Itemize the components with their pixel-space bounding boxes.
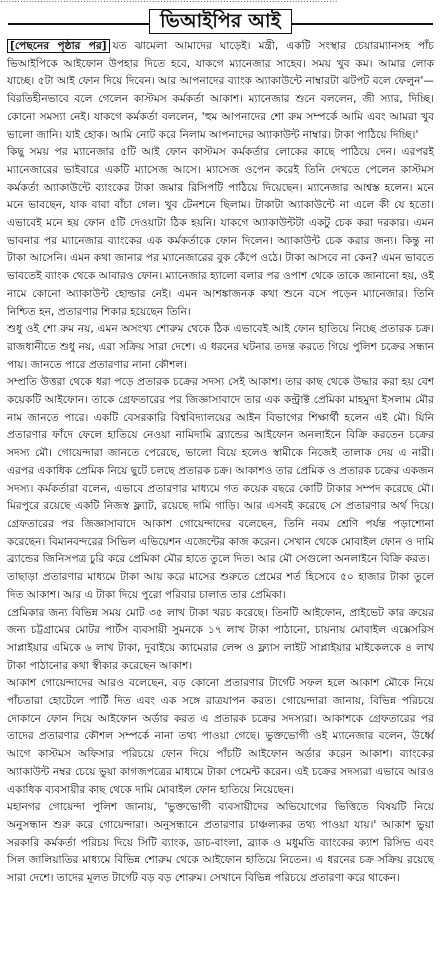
article-paragraph: সম্প্রতি উত্তরা থেকে ধরা পড়ে প্রতারক চক্রের সদস্য সেই আকাশ। তার কাছ থেকে উদ্ধার করা হয় বেশ কয়েকটি আইফোন। তাকে গ্রেফতারের পর জিজ্ঞাসাবাদে তার এক কন্ট্রাক্ট প্রেমিকা মাহমুদা ইসলাম মৌর নাম জানতে পারে। একটি বেসরকারি বিশ্ববিদ্যালয়ের আইন বিভাগের শিক্ষার্থী হলেন এই মৌ। যিনি প্রতারণার ফাঁদে ফেলে হাতিয়ে নেওয়া নামিদামি ব্র্যান্ডের আইফোন অনলাইনে বিক্রি করতেন চক্রের সদস্য মৌ। গোয়েন্দারা জানতে পেরেছে, ভালো বিয়ে হলেও স্বামীকে নিজেই তালাক দেয় এ নারী। এরপর একাধিক প্রেমিক নিয়ে ছুটে চলছে প্রতারক চক্র। আকাশও তার প্রেমিক ও প্রতারক চক্রের একজন সদস্য। কর্মকর্তারা বলেন, এভাবে প্রতারণার মাধ্যমে গত কয়েক বছরে কোটি টাকার সম্পদ করেছে মৌ। মিরপুরে রয়েছে একটি নিজস্ব ফ্ল্যাট, রয়েছে দামি গাড়ি। আর এসবই করেছে সে প্রতারণার অর্থ দিয়ে। গ্রেফতারের পর জিজ্ঞাসাবাদে আকাশ গোয়েন্দাদের বলেছেন, তিনি নবম শ্রেণি পর্যন্ত পড়াশোনা করেছেন। বিমানবন্দরের সিভিল এভিয়েশন এজেন্টের কাজ করেন। সেখান থেকে মোবাইল ফোন ও দামি ব্র্যান্ডের জিনিসপত্র চুরি করে প্রেমিকা মৌর হাতে তুলে দিত। আর মৌ সেগুলো অনলাইনে বিক্রি করত। (7, 376, 434, 566)
headline-container (8, 9, 433, 34)
article-paragraph: মহানগর গোয়েন্দা পুলিশ জানায়, 'ভুক্তভোগী ব্যবসায়ীদের অভিযোগের ভিত্তিতে বিষয়টি নিয়ে অনুসন্ধান শুরু করে গোয়েন্দারা। অনুসন্ধানে প্রতারণার চাঞ্চল্যকর তথ্য পাওয়া যায়।' আকাশ ভুয়া সরকারি কর্মকর্তা পরিচয় দিয়ে সিটি ব্যাংক, ডাচ-বাংলা, ব্র্যাক ও মধুমতি ব্যাংকের ক্যাশ রিসিভ এবং সিল জালিয়াতির মাধ্যমে বিভিন্ন শোরুম থেকে আইফোন হাতিয়ে নিতেন। এ ধরনের চক্র সক্রিয় রয়েছে সারা দেশে। তাদের মূলত টার্গেট বড় বড় শোরুম। সেখানে বিভিন্ন পরিচয়ে প্রতারণা করে থাকেন। (7, 801, 434, 885)
article-headline: ভিআইপির আই (149, 9, 292, 34)
article-paragraph: শুধু ওই শো রুম নয়, এমন অসংখ্য শোরুম থেকে ঠিক এভাবেই আই ফোন হাতিয়ে নিচ্ছে প্রতারক চক্র। রাজধানীতে শুধু নয়, এরা সক্রিয় সারা দেশে। এ ধরনের ঘটনার তদন্ত করতে গিয়ে পুলিশ চক্রের সন্ধান পায়। জানতে পারে প্রতারণার নানা কৌশল। (7, 323, 434, 371)
article-paragraph-text: যত ঝামেলা আমাদের ঘাড়েই। মন্ত্রী, একটি সংস্থার চেয়ারম্যানসহ পাঁচ ভিআইপিকে আইফোন উপহার দিতে হবে, যাকগে ম্যানেজার সাহেব। সময় খুব কম। আমার লোক যাচ্ছে। ৫টা আই ফোন দিয়ে দিবেন। আর আপনাদের ব্যাংক অ্যাকাউন্টে নাম্বারটা ঝটপট বলে ফেলুন'—বিরতিহীনভাবে বলে গেলেন কাস্টমস কর্মকর্তা আকাশ। ম্যানেজার শুনে বললেন, জী স্যার, দিচ্ছি। কোনো সমস্যা নেই। যাকগে কর্মকর্তা বললেন, 'হুম আপনাদের শো রুম সম্পর্কে আমি এবং আমরা খুব ভালো জানি। যাই হোক। আমি নোট করে নিলাম আপনাদের অ্যাকাউন্ট নাম্বার। টাকা পাঠিয়ে দিচ্ছি।' (7, 40, 435, 141)
article-paragraph: তাছাড়া প্রতারণার মাধ্যমে টাকা আয় করে মাসের শুরুতে প্রেমের শর্ত হিসেবে ৫০ হাজার টাকা তুলে দিত আকাশ। আর এ টাকা দিয়ে পুরো পরিবার চালাত তার প্রেমিকা। (7, 571, 434, 601)
previous-page-edge-text (0, 0, 441, 4)
article-paragraph: প্রেমিকার জন্য বিভিন্ন সময় মোট ৩৫ লাখ টাকা খরচ করেছে। তিনটি আইফোন, প্রাইভেট কার ক্রয়ের জন্য চট্টগ্রামের মোটর পার্টস ব্যবসায়ী সুমনকে ১৭ লাখ টাকা পাঠানো, চায়নায় মোবাইল এক্সেসরিস সাপ্লাইয়ার এমিকে ৬ লাখ টাকা, দুবাইয়ে ক্যামেরার লেন্স ও ফ্ল্যাস লাইট সাপ্লাইয়ার মাইকেলকে ৪ লাখ টাকা পাঠানোর কথা স্বীকার করেছেন আকাশ। (7, 606, 434, 672)
article-paragraph: কিছু সময় পর ম্যানেজার ৫টি আই ফোন কাস্টমস কর্মকর্তার লোকের কাছে পাঠিয়ে দেন। এরপরই ম্যানেজারের ভাইবারে একটি ম্যাসেজ আসে। ম্যাসেজ ওপেন করেই তিনি দেখতে পেলেন কাস্টমস কর্মকর্তা অ্যাকাউন্টে ব্যাংকের টাকা জমার রিসিপটি পাঠিয়ে দিয়েছেন। ম্যানেজার আশ্বস্ত হলেন। মনে মনে ভাবছেন, যাক বাবা বাঁচা গেল। খুব টেনশনে ছিলাম। টাকাটা অ্যাকাউন্টে না এলে কী যে হতো। এভাবেই মনে হয় ফোন ৫টি দেওয়াটা ঠিক হয়নি। যাকগে অ্যাকাউন্টটা একটু চেক করা দরকার। এমন ভাবনার পর ম্যানেজার ব্যাংকের এক কর্মকর্তাকে ফোন দিলেন। অ্যাকাউন্ট চেক করার জন্য। কিন্তু না টাকা আসেনি। এমন কথা জানার পর ম্যানেজারের বুক কেঁপে ওঠে। টাকা আসবে না কেন? এমন ভাবতে ভাবতেই ব্যাংক থেকে আবারও ফোন। ম্যানেজার হ্যালো বলার পর ওপাশ থেকে তাকে জানানো হয়, ওই নামে কোনো অ্যাকাউন্ট হোল্ডার নেই। এমন আশঙ্কাজনক কথা শুনে বসে পড়েন ম্যানেজার। তিনি নিশ্চিত হন, প্রতারণার শিকার হয়েছেন তিনি। (7, 146, 434, 318)
article-body (7, 38, 434, 888)
article-paragraph (7, 38, 434, 144)
continued-from-tag: [পেছনের পৃষ্ঠার পর] (7, 39, 110, 53)
article-paragraph: আকাশ গোয়েন্দাদের আরও বলেছেন, বড় কোনো প্রতারণার টার্গেট সফল হলে আকাশ মৌকে নিয়ে পাঁচতারা হোটেলে পার্টি দিত এবং এক সঙ্গে রাত্রযাপন করত। গোয়েন্দারা জানায়, বিভিন্ন পরিচয়ে দোকানে ফোন দিয়ে আইফোন অর্ডার করত এ প্রতারক চক্রের সদস্যরা। আকাশকে গ্রেফতারের পর তাদের প্রতারণার কৌশল সম্পর্কে নানা তথ্য পাওয়া গেছে। ভুক্তভোগী ওই ম্যানেজার বলেন, উর্ধ্বে আগে কাস্টমস অফিসার পরিচয়ে ফোন দিয়ে পাঁচটি আইফোন অর্ডার করেন আকাশ। ব্যাংকের অ্যাকাউন্ট নম্বর চেয়ে ভুয়া কাগজপত্রের মাধ্যমে টাকা পেমেন্ট করেন। এই চক্রের সদস্যরা এভাবে আরও একাধিক ব্যবসায়ীর কাছ থেকে দামি মোবাইল ফোন হাতিয়ে নিয়েছেন। (7, 677, 434, 796)
